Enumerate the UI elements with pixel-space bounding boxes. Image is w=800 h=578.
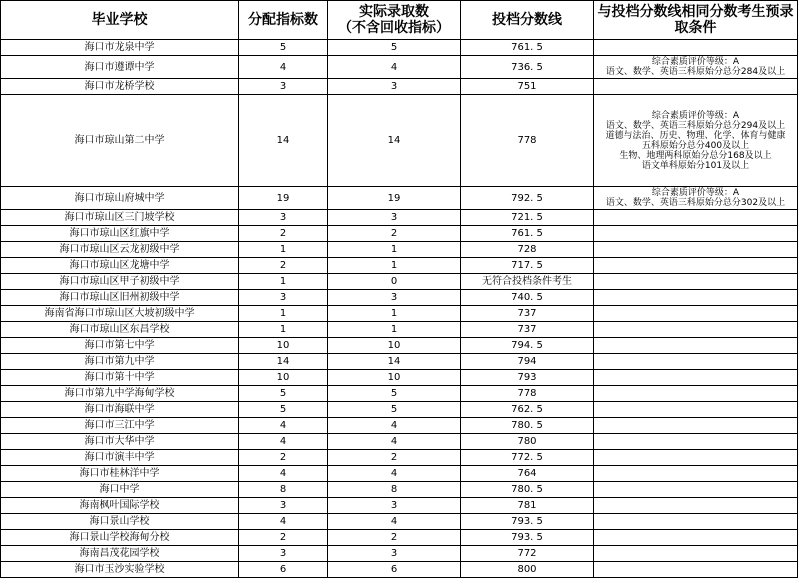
school-cell: 海口市桂林洋中学 [1,466,239,482]
header-admitted-note: （不含回收指标） [338,20,450,36]
admitted-cell: 3 [328,290,461,306]
table-row [1,258,798,274]
table-row [1,450,798,466]
condition-cell [594,95,798,187]
condition-cell [594,210,798,226]
school-cell: 海口景山学校 [1,514,239,530]
condition-cell [594,226,798,242]
quota-cell: 2 [239,530,328,546]
school-cell: 海口市琼山区龙塘中学 [1,258,239,274]
table-row [1,274,798,290]
condition-cell [594,466,798,482]
school-cell: 海口市第九中学海甸学校 [1,386,239,402]
quota-cell: 3 [239,498,328,514]
table-body [1,40,798,578]
quota-cell: 10 [239,338,328,354]
admitted-cell: 2 [328,226,461,242]
school-cell: 海口市琼山第二中学 [1,95,239,187]
score-cell: 728 [461,242,594,258]
score-cell: 793. 5 [461,514,594,530]
quota-cell: 4 [239,514,328,530]
score-cell: 无符合投档条件考生 [461,274,594,290]
school-cell: 海口中学 [1,482,239,498]
table-row [1,386,798,402]
header-row [1,1,798,40]
table-row [1,402,798,418]
admitted-cell: 14 [328,354,461,370]
quota-cell: 6 [239,562,328,578]
school-cell: 海口市第九中学 [1,354,239,370]
school-cell: 海口市遵谭中学 [1,56,239,79]
condition-cell [594,354,798,370]
admitted-cell: 1 [328,242,461,258]
score-cell: 762. 5 [461,402,594,418]
admitted-cell: 3 [328,498,461,514]
school-cell: 海口市龙桥学校 [1,79,239,95]
score-cell: 751 [461,79,594,95]
school-cell: 海口市大华中学 [1,434,239,450]
condition-cell [594,338,798,354]
score-cell: 780 [461,434,594,450]
school-cell: 海南昌茂花园学校 [1,546,239,562]
header-school: 毕业学校 [1,1,239,40]
score-cell: 721. 5 [461,210,594,226]
table-row [1,210,798,226]
condition-cell [594,434,798,450]
table-row [1,290,798,306]
quota-cell: 8 [239,482,328,498]
school-cell: 海口市琼山区红旗中学 [1,226,239,242]
quota-cell: 3 [239,290,328,306]
quota-cell: 14 [239,95,328,187]
condition-cell [594,40,798,56]
score-cell: 772 [461,546,594,562]
condition-cell [594,418,798,434]
table-row [1,338,798,354]
table-row [1,466,798,482]
admitted-cell: 10 [328,338,461,354]
condition-cell [594,482,798,498]
school-cell: 海口市琼山区甲子初级中学 [1,274,239,290]
score-cell: 737 [461,322,594,338]
header-admitted [328,1,461,40]
header-score: 投档分数线 [461,1,594,40]
condition-cell [594,322,798,338]
quota-cell: 3 [239,546,328,562]
quota-cell: 5 [239,402,328,418]
admitted-cell: 4 [328,56,461,79]
admitted-cell: 4 [328,434,461,450]
admitted-cell: 3 [328,210,461,226]
quota-cell: 3 [239,210,328,226]
quota-cell: 2 [239,450,328,466]
school-cell: 海口市龙泉中学 [1,40,239,56]
condition-line: 语文单科原始分101及以上 [641,160,750,171]
condition-line: 语文、数学、英语三科原始分总分284及以上 [605,67,786,77]
score-cell: 772. 5 [461,450,594,466]
admitted-cell: 4 [328,418,461,434]
school-cell: 海口景山学校海甸分校 [1,530,239,546]
admitted-cell: 5 [328,40,461,56]
score-cell: 781 [461,498,594,514]
score-cell: 794 [461,354,594,370]
table-row [1,322,798,338]
score-cell: 778 [461,386,594,402]
score-cell: 780. 5 [461,482,594,498]
condition-line: 道德与法治、历史、物理、化学、体育与健康 [605,130,786,141]
condition-line: 综合素质评价等级：A [651,110,740,121]
condition-line: 语文、数学、英语三科原始分总分302及以上 [605,198,786,208]
school-cell: 海口市琼山府城中学 [1,187,239,210]
table-row [1,56,798,79]
score-cell: 737 [461,306,594,322]
quota-cell: 1 [239,274,328,290]
score-cell: 736. 5 [461,56,594,79]
school-cell: 海口市第七中学 [1,338,239,354]
admitted-cell: 10 [328,370,461,386]
admitted-cell: 2 [328,450,461,466]
condition-cell [594,187,798,210]
school-cell: 海口市琼山区东昌学校 [1,322,239,338]
quota-cell: 10 [239,370,328,386]
admitted-cell: 3 [328,546,461,562]
admitted-cell: 8 [328,482,461,498]
score-cell: 717. 5 [461,258,594,274]
condition-cell [594,274,798,290]
condition-cell [594,450,798,466]
score-cell: 800 [461,562,594,578]
score-cell: 740. 5 [461,290,594,306]
quota-cell: 1 [239,322,328,338]
table-row [1,498,798,514]
condition-cell [594,546,798,562]
table-row [1,226,798,242]
admitted-cell: 3 [328,79,461,95]
condition-cell [594,498,798,514]
school-cell: 海口市琼山区云龙初级中学 [1,242,239,258]
condition-cell [594,562,798,578]
table-row [1,95,798,187]
school-cell: 海口市第十中学 [1,370,239,386]
quota-cell: 5 [239,40,328,56]
admitted-cell: 4 [328,466,461,482]
quota-cell: 19 [239,187,328,210]
table-row [1,40,798,56]
table-row [1,242,798,258]
table-row [1,562,798,578]
header-condition: 与投档分数线相同分数考生预录取条件 [594,1,798,40]
condition-cell [594,242,798,258]
admitted-cell: 0 [328,274,461,290]
table-row [1,418,798,434]
quota-cell: 1 [239,242,328,258]
condition-cell [594,290,798,306]
table-row [1,306,798,322]
header-quota: 分配指标数 [239,1,328,40]
school-cell: 海口市演丰中学 [1,450,239,466]
school-cell: 海口市海联中学 [1,402,239,418]
school-cell: 海南枫叶国际学校 [1,498,239,514]
quota-cell: 2 [239,258,328,274]
condition-line: 生物、地理两科原始分总分168及以上 [619,150,772,161]
score-cell: 778 [461,95,594,187]
quota-cell: 4 [239,56,328,79]
admitted-cell: 1 [328,258,461,274]
quota-cell: 1 [239,306,328,322]
condition-cell [594,402,798,418]
admitted-cell: 1 [328,322,461,338]
condition-cell [594,370,798,386]
quota-cell: 4 [239,434,328,450]
admitted-cell: 2 [328,530,461,546]
condition-line: 语文、数学、英语三科原始分总分294及以上 [605,120,786,131]
quota-cell: 4 [239,418,328,434]
table-row [1,514,798,530]
quota-cell: 2 [239,226,328,242]
score-cell: 794. 5 [461,338,594,354]
quota-cell: 5 [239,386,328,402]
admitted-cell: 4 [328,514,461,530]
condition-cell [594,258,798,274]
table-row [1,354,798,370]
header-admitted-label: 实际录取数 [359,4,429,20]
table-row [1,79,798,95]
quota-cell: 14 [239,354,328,370]
school-cell: 海口市玉沙实验学校 [1,562,239,578]
condition-cell [594,514,798,530]
quota-cell: 4 [239,466,328,482]
condition-line: 综合素质评价等级：A [651,188,740,198]
score-cell: 761. 5 [461,226,594,242]
admitted-cell: 5 [328,402,461,418]
table-row [1,482,798,498]
condition-cell [594,306,798,322]
school-cell: 海口市琼山区旧州初级中学 [1,290,239,306]
score-cell: 764 [461,466,594,482]
admitted-cell: 6 [328,562,461,578]
condition-cell [594,386,798,402]
condition-line: 五科原始分总分400及以上 [641,140,750,151]
school-cell: 海口市三江中学 [1,418,239,434]
admitted-cell: 19 [328,187,461,210]
condition-cell [594,56,798,79]
school-cell: 海口市琼山区三门坡学校 [1,210,239,226]
admitted-cell: 14 [328,95,461,187]
score-cell: 792. 5 [461,187,594,210]
condition-cell [594,79,798,95]
school-cell: 海南省海口市琼山区大坡初级中学 [1,306,239,322]
score-cell: 793 [461,370,594,386]
table-row [1,370,798,386]
admitted-cell: 1 [328,306,461,322]
table-row [1,187,798,210]
table-row [1,546,798,562]
score-cell: 780. 5 [461,418,594,434]
condition-line: 综合素质评价等级：A [651,57,740,67]
score-cell: 793. 5 [461,530,594,546]
admitted-cell: 5 [328,386,461,402]
score-cell: 761. 5 [461,40,594,56]
table-row [1,434,798,450]
quota-cell: 3 [239,79,328,95]
